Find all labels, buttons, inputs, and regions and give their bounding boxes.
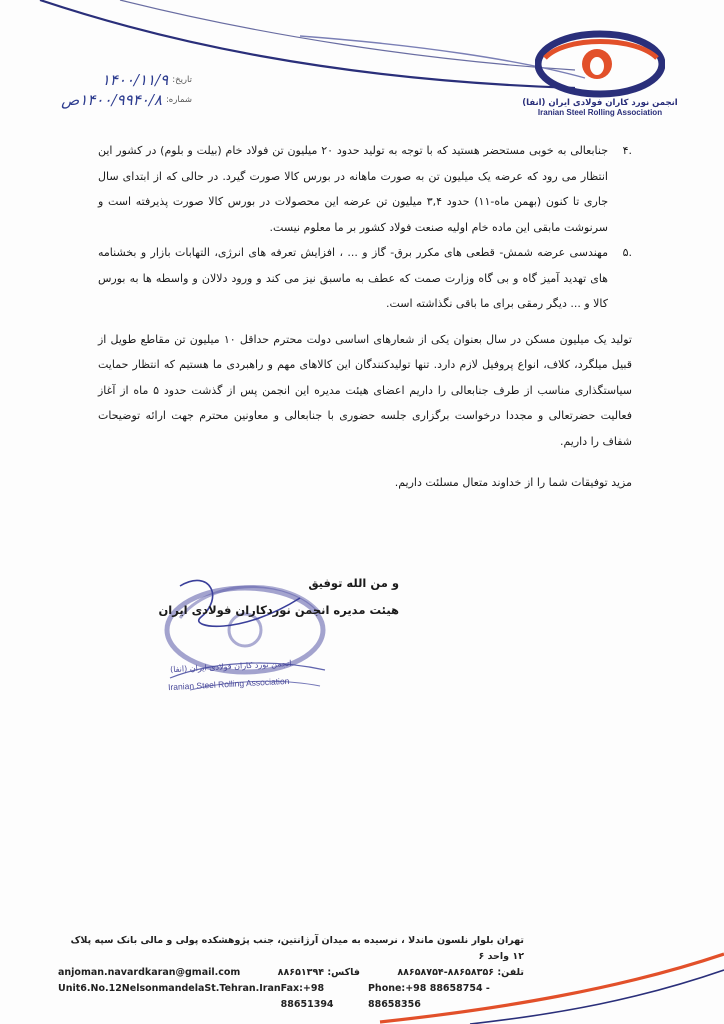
list-item-number: .۵	[622, 246, 632, 259]
footer-contact-en	[58, 981, 524, 1013]
date-value: ۱۴۰۰/۱۱/۹	[101, 71, 169, 89]
list-item-number: .۴	[622, 144, 632, 157]
letter-meta	[61, 70, 192, 110]
footer-fax-en: Fax:+98 88651394	[280, 983, 334, 1010]
logo-persian-name: انجمن نورد کاران فولادی ایران (انفا)	[522, 98, 678, 108]
letterhead-footer	[58, 933, 524, 1013]
number-row	[61, 90, 192, 110]
letter-body	[98, 138, 632, 496]
list-item-text: جنابعالی به خوبی مستحضر هستید که با توجه به تولید حدود ۲۰ میلیون تن فولاد خام (بیلت و بلوم) در کشور این انتظار می رود که عرضه یک میلیون تن به صورت ماهانه در بورس کالا صورت گیرد. در حالی که از ابتدای سال جاری تا کنون (بهمن ماه-۱۱) حدود ۳,۴ میلیون تن عرضه این محصولات در بورس کالا صورت پذیرفته است و سرنوشت مابقی این ماده خام اولیه صنعت فولاد کشور بر ما معلوم نیست.	[98, 144, 608, 234]
closing-line: مزید توفیقات شما را از خداوند متعال مسلئت داریم.	[394, 476, 632, 489]
date-row	[82, 70, 192, 90]
footer-phone-fa: تلفن: ۸۸۶۵۸۳۵۶-۸۸۶۵۸۷۵۴	[397, 967, 524, 978]
footer-address-en: Unit6.No.12NelsonmandelaSt.Tehran.Iran	[58, 983, 281, 994]
list-item	[98, 240, 632, 317]
association-logo	[510, 28, 690, 138]
number-label: شماره:	[165, 95, 192, 105]
signature-signatory: هیئت مدیره انجمن نوردکاران فولادی ایران	[158, 603, 399, 617]
signature-greeting: و من الله توفیق	[308, 576, 399, 590]
stamp-english-text: Iranian Steel Rolling Association	[167, 675, 290, 693]
footer-fax-fa: فاکس: ۸۸۶۵۱۳۹۴	[277, 967, 360, 978]
list-item	[98, 138, 632, 240]
body-paragraph: تولید یک میلیون مسکن در سال بعنوان یکی از شعارهای اساسی دولت محترم حداقل ۱۰ میلیون تن مقاطع طویل از قبیل میلگرد، کلاف، انواع پروفیل لازم دارد. تنها تولیدکنندگان این کالاهای مهم و راهبردی ما هستیم که انتظار حمایت سیاستگذاری مناسب از طرف جنابعالی را داریم اعضای هیئت مدیره این انجمن پس از گذشت حدود ۵ ماه از آغاز فعالیت حضرتعالی و مجددا درخواست برگزاری جلسه حضوری با جنابعالی و معاونین محترم جهت ارائه توضیحات شفاف را داریم.	[98, 332, 633, 448]
footer-contact-fa	[58, 965, 524, 981]
number-value: ۱۴۰۰/۹۹۴۰/۸ص	[61, 91, 162, 109]
footer-address: تهران بلوار نلسون ماندلا ، نرسیده به میدان آرژانتین، جنب پژوهشکده پولی و مالی بانک سپه پلاک ۱۲ واحد ۶	[70, 935, 524, 962]
list-item-text: مهندسی عرضه شمش- قطعی های مکرر برق- گاز و ... ، افزایش تعرفه های انرژی، التهابات بازار و بخشنامه های تهدید آمیز گاه و بی گاه وزارت صمت که عطف به ماسبق نیز می کند و ورود دلالان و واسطه ها به بورس کالا و ... دیگر رمقی برای ما باقی نگذاشته است.	[98, 246, 608, 310]
logo-mark-icon	[535, 28, 665, 100]
footer-phone-en: Phone:+98 88658754 - 88658356	[367, 983, 490, 1010]
stamp-persian-text: انجمن نورد کاران فولادی ایران (انفا)	[169, 658, 292, 675]
date-label: تاریخ:	[172, 75, 192, 85]
footer-email[interactable]: anjoman.navardkaran@gmail.com	[58, 967, 241, 978]
logo-english-name: Iranian Steel Rolling Association	[537, 108, 663, 117]
signature-block	[158, 570, 399, 624]
